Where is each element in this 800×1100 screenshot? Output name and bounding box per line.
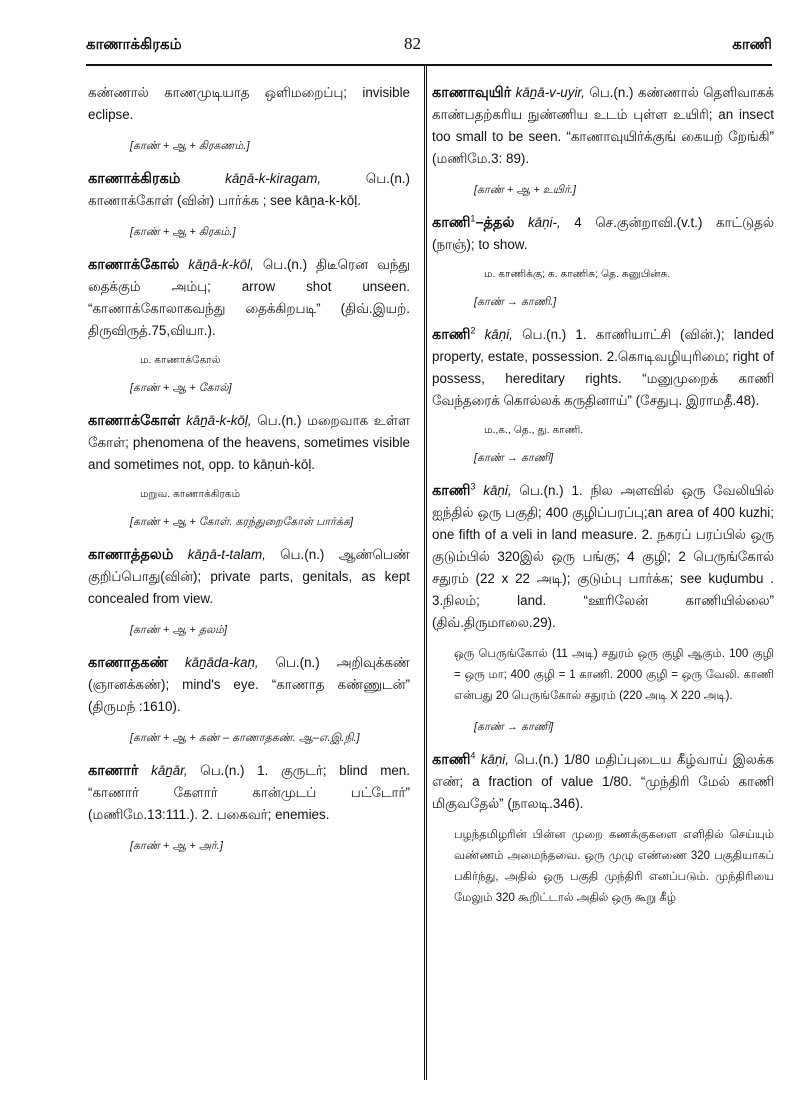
transliteration: kāṉā-t-talam, [187, 547, 266, 562]
entry-body: பெ.(n.) கண்ணால் தெளிவாகக் காண்பதற்கரிய நுண்ணிய உடம் புள்ள உயிரி; an insect too small to be seen. “காணாவுயிர்க்குங் கையற் றேங்கி” (மணிமே.3: 89). [432, 85, 774, 166]
headword: காணார் [88, 763, 139, 779]
entry-body: பெ.(n.) 1. நில அளவில் ஒரு வேலியில் ஐந்தில் ஒரு பகுதி; 400 குழிப்பரப்பு;an area of 400 kuzhi; one fifth of a veli in land measure. 2. நகரப் பரப்பில் ஒரு குடும்பில் 320இல் ஒரு பங்கு; 4 குழி; 2 பெருங்கோல் சதுரம் (22 x 22 அடி); குடும்பு பார்க்க; see kuḍumbu . 3.நிலம்; land. “ஊரிலேன் காணியில்லை” (திவ்.திருமாலை.29). [432, 483, 774, 630]
explanatory-note: பழந்தமிழரின் பின்ன முறை கணக்குகளை எளிதில் செய்யும் வண்ணம் அமைந்தவை. ஒரு முழு எண்ணை 320 பகுதியாகப் பகிர்ந்து, அதில் ஒரு பகுதி முந்திரி எனப்படும். முந்திரியை மேலும் 320 கூறிட்டால் அதில் ஒரு கூறு கீழ் [454, 829, 774, 904]
etymology: [காண் + ஆ + கிரகம்.] [130, 226, 236, 238]
cognates: ம. காணிக்கு; க. காணிசு; தெ. கனுபின்சு. [484, 268, 671, 280]
dictionary-entry [88, 652, 410, 718]
cognates: ம. காணாக்கோல் [140, 354, 221, 366]
dictionary-entry [88, 410, 410, 476]
headword: காணாக்கோள் [88, 413, 181, 429]
etymology: [காண் → காணி.] [474, 296, 557, 308]
headword: காணி [432, 215, 471, 231]
header-rule [86, 64, 772, 66]
entry-body: பெ.(n.) 1. காணியாட்சி (வின்.); landed property, estate, possession. 2.கொடிவழியுரிமை; right of possess, hereditary rights. “மனுமுறைக் காணி வேந்தரைக் கொல்லக் கருதினாய்” (சேதுபு. இராமதீ.48). [432, 327, 774, 408]
headword: காணாக்கோல் [88, 257, 180, 273]
dictionary-entry [432, 324, 774, 412]
transliteration: kāṉār, [151, 763, 188, 778]
entry-body: பெ.(n.) காணாக்கோள் (வின்) பார்க்க ; see kāṉa-k-kōḷ. [88, 171, 410, 208]
entry-body: பெ.(n.) ஆண்பெண் குறிப்பொது(வின்); private parts, genitals, as kept concealed from view. [88, 547, 410, 606]
homonym-number: 2 [470, 325, 476, 336]
page-header [86, 32, 772, 68]
transliteration: kāṇi-, [527, 215, 561, 230]
transliteration: kāṇi, [484, 327, 513, 342]
dictionary-entry [432, 82, 774, 170]
transliteration: kāṉā-k-kōl, [188, 257, 254, 272]
header-left-guide-word: காணாக்கிரகம் [86, 36, 182, 53]
cognates: ம.,க., தெ., து. காணி. [484, 424, 584, 436]
synonyms: மறுவ. காணாக்கிரகம் [140, 488, 241, 500]
entry-body: பெ.(n.) திடீரென வந்து தைக்கும் அம்பு; arrow shot unseen. “காணாக்கோலாகவந்து தைக்கிறபடி” (திவ்.இயற். திருவிருத்.75,வியா.). [88, 257, 410, 338]
headword: காணாவுயிர் [432, 85, 512, 101]
headword: காணாத்தலம் [88, 547, 174, 563]
transliteration: kāṉāda-kaṇ, [184, 655, 259, 670]
headword: காணாதகண் [88, 655, 169, 671]
entry-body: பெ.(n.) 1. குருடர்; blind men. “காணார் கேளார் கான்முடப் பட்டோர்” (மணிமே.13:111.). 2. பகைவர்; enemies. [88, 763, 410, 822]
entry-continuation [88, 82, 410, 126]
headword-suffix: –த்தல் [475, 215, 515, 231]
homonym-number: 1 [470, 213, 476, 224]
entry-body: 4 செ.குன்றாவி.(v.t.) காட்டுதல் (நாஞ்); to show. [432, 215, 774, 252]
headword: காணாக்கிரகம் [88, 171, 181, 187]
etymology: [காண் + ஆ + உயிர்.] [474, 184, 576, 196]
dictionary-entry [88, 760, 410, 826]
dictionary-entry [88, 254, 410, 342]
etymology: [காண் → காணி] [474, 721, 554, 733]
dictionary-entry [432, 480, 774, 634]
transliteration: kāṇi, [480, 752, 509, 767]
etymology: [காண் + ஆ + கோல்] [130, 382, 232, 394]
transliteration: kāṉā-k-kiragam, [225, 171, 322, 186]
header-right-guide-word: காணி [732, 36, 772, 53]
headword: காணி [432, 752, 471, 768]
column-divider [424, 64, 427, 1080]
headword: காணி [432, 483, 471, 499]
etymology: [காண் + ஆ + கோள். கரந்துறைகோள் பார்க்க] [130, 516, 354, 528]
dictionary-entry [88, 168, 410, 212]
explanatory-note: ஒரு பெருங்கோல் (11 அடி) சதுரம் ஒரு குழி ஆகும். 100 குழி = ஒரு மா; 400 குழி = 1 காணி. 2000 குழி = ஒரு வேலி. காணி என்பது 20 பெருங்கோல் சதுரம் (220 அடி X 220 அடி). [454, 648, 774, 702]
transliteration: kāṇi, [483, 483, 512, 498]
page-number: 82 [404, 34, 421, 53]
etymology: [காண் → காணி] [474, 452, 554, 464]
entry-body: பெ.(n.) அறிவுக்கண் (ஞானக்கண்); mind's eye. “காணாத கண்ணுடன்” (திருமந் :1610). [88, 655, 410, 714]
entry-body: பெ.(n.) மறைவாக உள்ள கோள்; phenomena of the heavens, sometimes visible and sometimes not, opp. to kāṇuṅ-kōḷ. [88, 413, 410, 472]
transliteration: kāṉā-k-kōḷ, [186, 413, 252, 428]
transliteration: kāṉā-v-uyir, [515, 85, 585, 100]
etymology: [காண் + ஆ + கிரகணம்.] [130, 140, 250, 152]
entry-body: பெ.(n.) 1/80 மதிப்புடைய கீழ்வாய் இலக்க எண்; a fraction of value 1/80. “முந்திரி மேல் காணி மிகுவதேல்” (நாலடி.346). [432, 752, 774, 811]
right-column [432, 82, 774, 919]
homonym-number: 4 [470, 750, 476, 761]
etymology: [காண் + ஆ + தலம்] [130, 624, 228, 636]
left-column [88, 82, 410, 868]
headword: காணி [432, 327, 471, 343]
entry-body: கண்ணால் காணமுடியாத ஒளிமறைப்பு; invisible eclipse. [88, 85, 410, 122]
etymology: [காண் + ஆ + கண் – காணாதகண். ஆ–எ.இ.நி.] [130, 732, 360, 744]
homonym-number: 3 [470, 481, 476, 492]
dictionary-entry [432, 212, 774, 256]
etymology: [காண் + ஆ + அர்.] [130, 840, 223, 852]
dictionary-entry [88, 544, 410, 610]
dictionary-entry [432, 749, 774, 815]
